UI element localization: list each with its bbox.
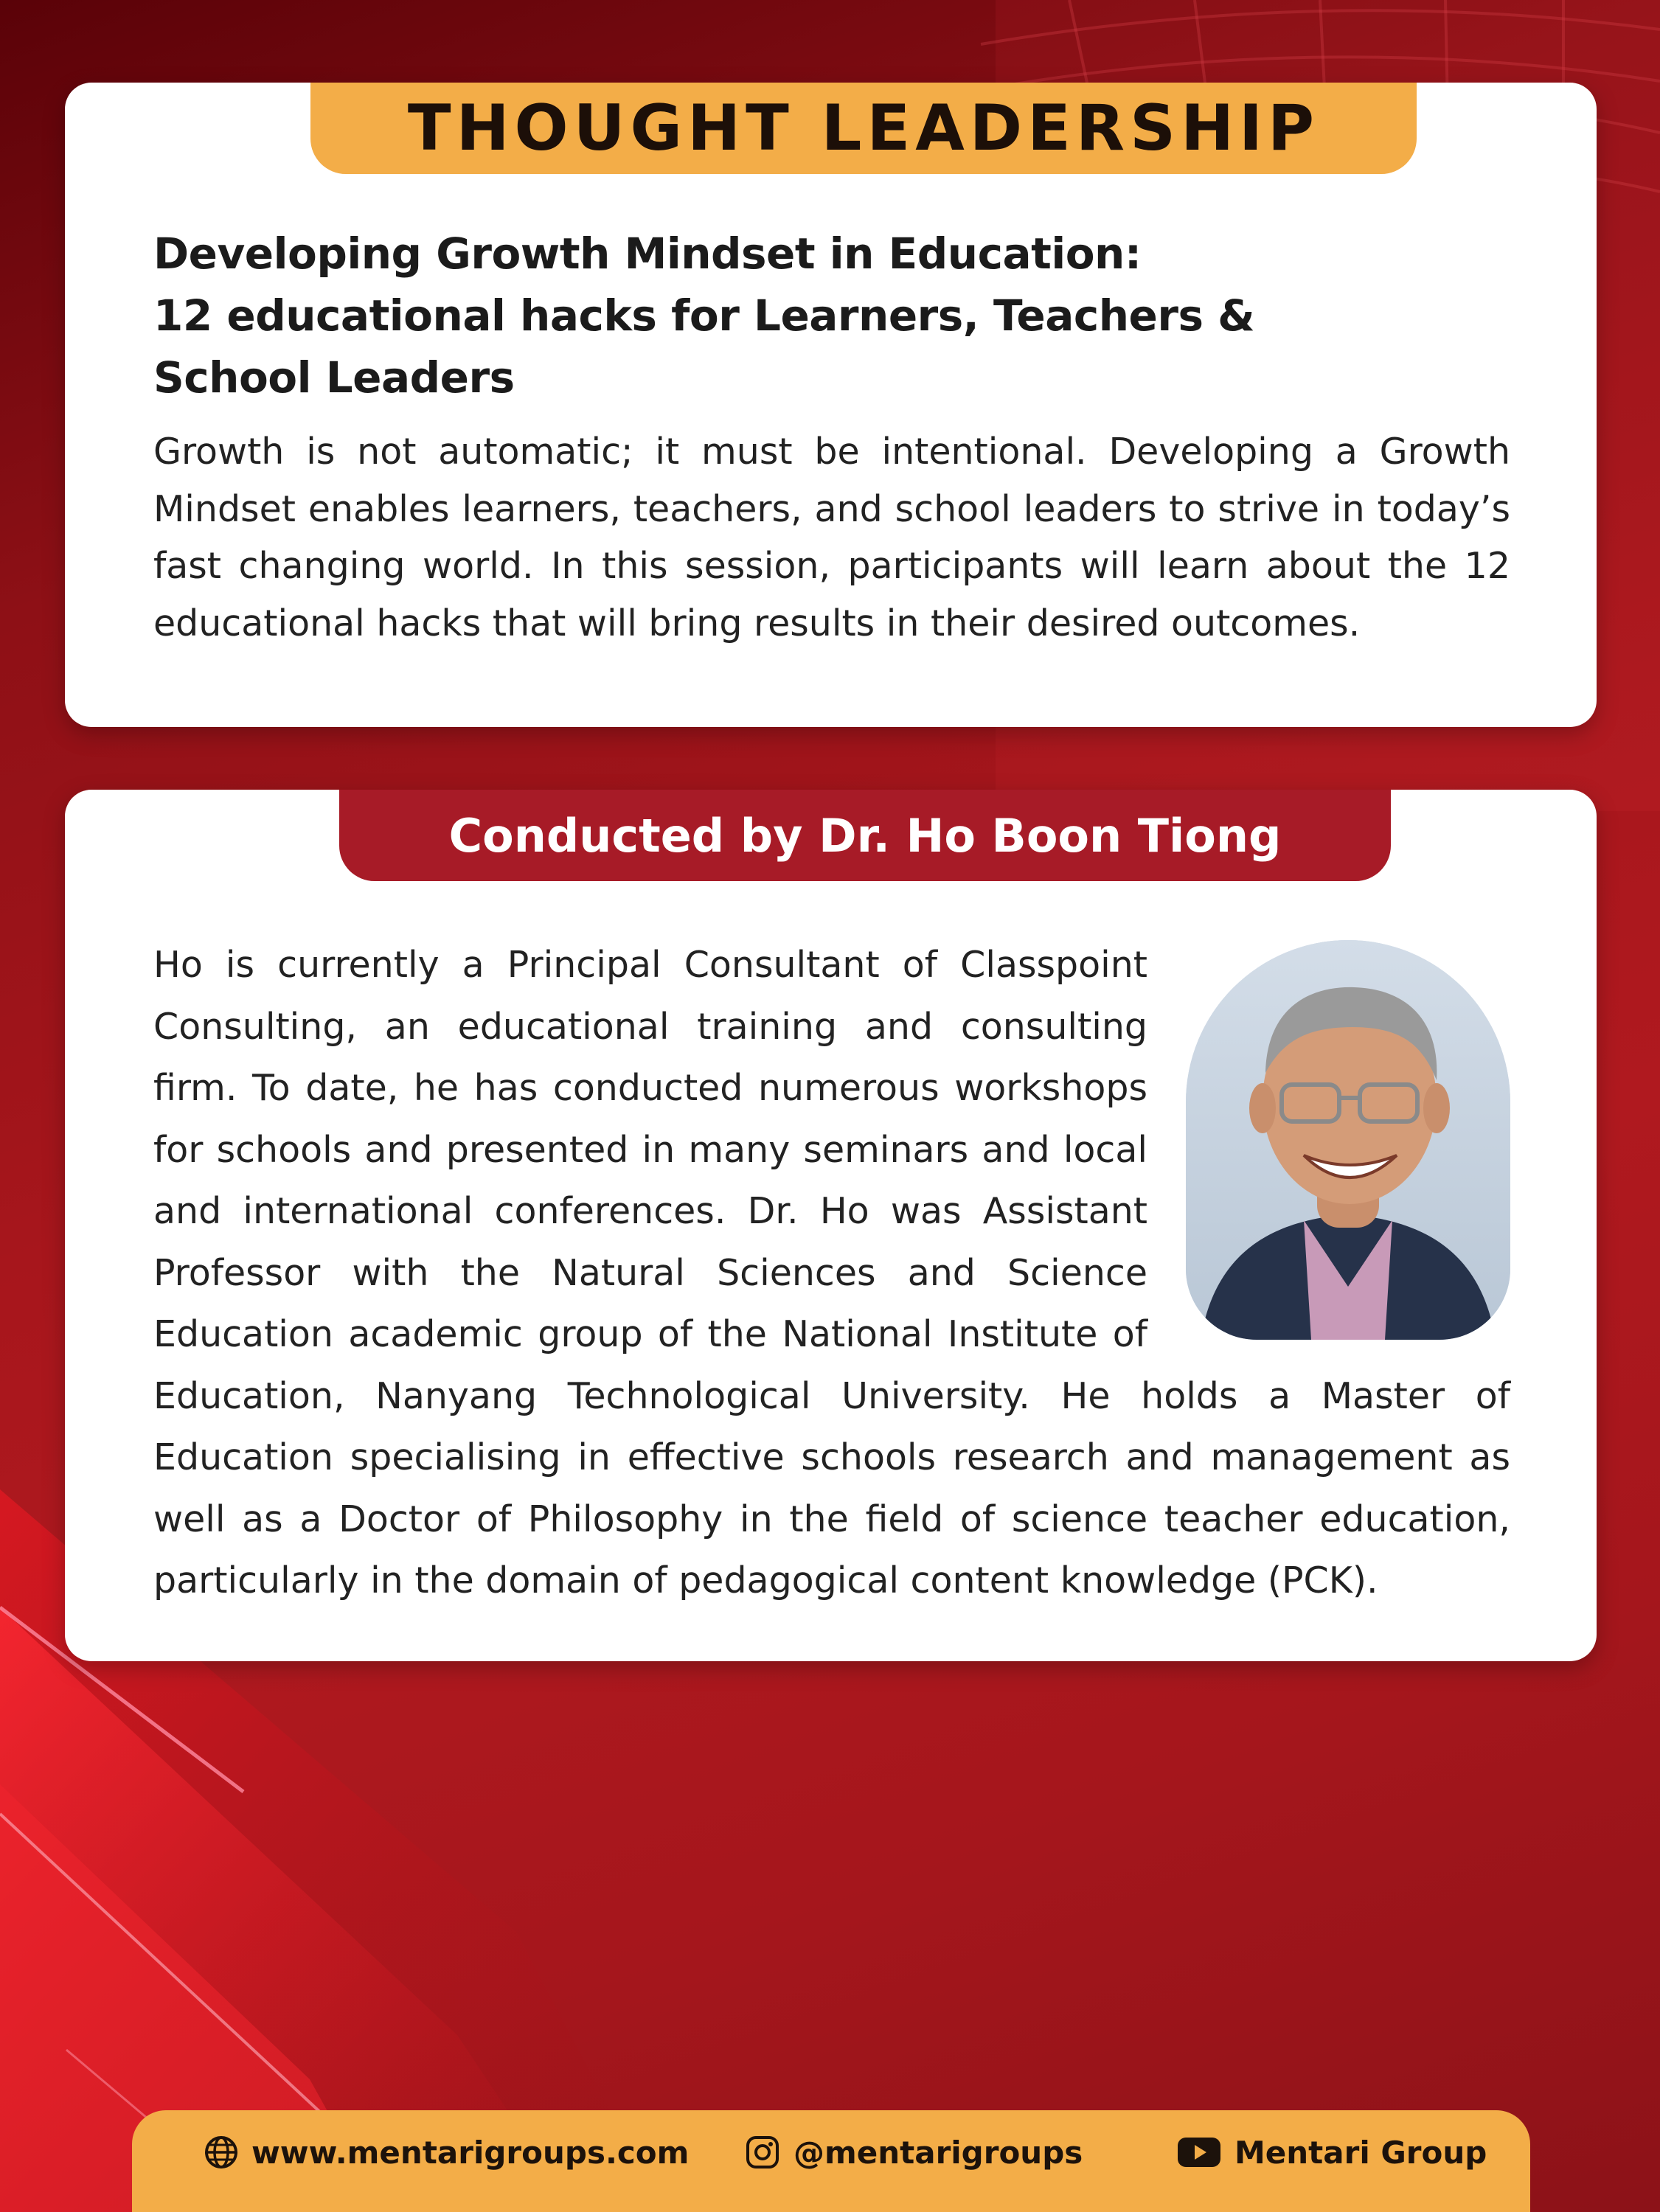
- speaker-bio: Ho is currently a Principal Consultant of Classpoint Consulting, an educational training and consulting firm. To date, he has conducted numerous workshops for schools and presented in many seminars and local and international conferences. Dr. Ho was Assistant Professor with the Natural Sciences and Science Education academic group of the National Institute of Education, Nanyang Technological University. He holds a Master of Education specialising in effective schools research and management as well as a Doctor of Philosophy in the field of science teacher education, particularly in the domain of pedagogical content knowledge (PCK).: [153, 944, 1510, 1601]
- youtube-link[interactable]: [1177, 2110, 1487, 2194]
- session-title-line: School Leaders: [153, 352, 515, 403]
- instagram-icon: [745, 2135, 780, 2170]
- speaker-bio-block: [153, 934, 1510, 1612]
- website-link[interactable]: [204, 2110, 689, 2194]
- speaker-photo: [1186, 940, 1510, 1340]
- header-label: THOUGHT LEADERSHIP: [407, 91, 1320, 165]
- session-description: Growth is not automatic; it must be intentional. Developing a Growth Mindset enables learners, teachers, and school leaders to strive in today’s fast changing world. In this session, participants will learn about the 12 educational hacks that will bring results in their desired outcomes.: [153, 431, 1510, 644]
- session-card: [65, 83, 1597, 727]
- website-text: www.mentarigroups.com: [251, 2134, 690, 2171]
- globe-icon: [204, 2135, 238, 2169]
- speaker-heading-tab: [339, 790, 1391, 881]
- thought-leadership-header: [310, 83, 1417, 174]
- footer-bar: [132, 2110, 1530, 2212]
- instagram-link[interactable]: [745, 2110, 1083, 2194]
- speaker-heading: Conducted by Dr. Ho Boon Tiong: [448, 808, 1282, 863]
- session-title-line: Developing Growth Mindset in Education:: [153, 229, 1142, 279]
- session-title: [153, 223, 1407, 408]
- youtube-text: Mentari Group: [1234, 2134, 1487, 2171]
- youtube-icon: [1177, 2137, 1221, 2168]
- instagram-text: @mentarigroups: [793, 2134, 1083, 2171]
- speaker-card: [65, 790, 1597, 1661]
- session-title-line: 12 educational hacks for Learners, Teachers &: [153, 291, 1255, 341]
